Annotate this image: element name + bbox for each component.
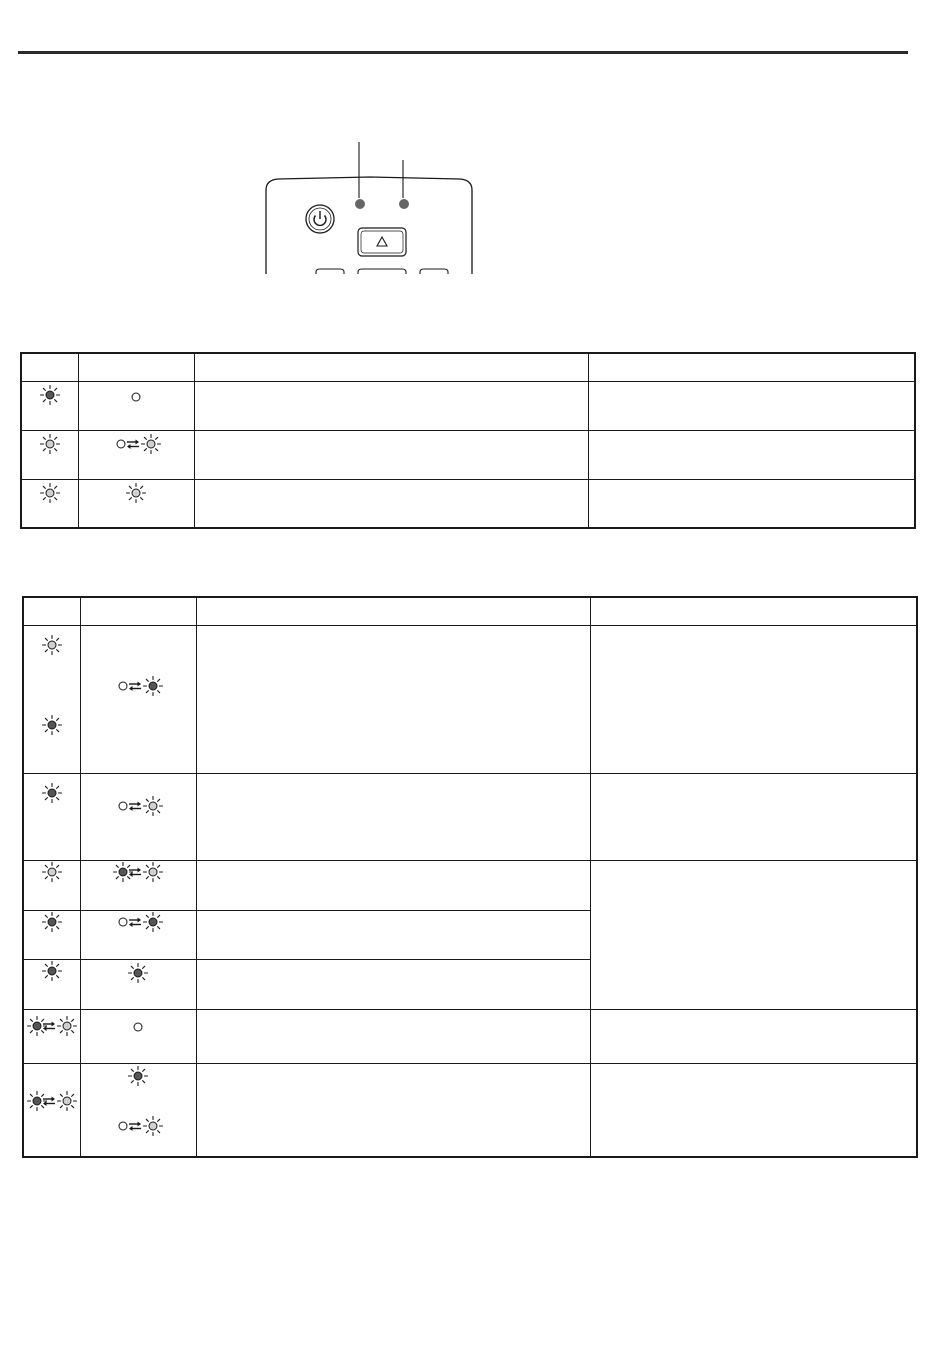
led1-cell [23,773,80,860]
status-cell [196,860,590,910]
header-cell-led2 [80,597,196,625]
remote-control-illustration [0,0,950,290]
table-row [23,1063,917,1157]
led2-cell [78,430,194,479]
remote-indicator-led-1 [355,199,365,209]
led2-cell [80,773,196,860]
power-button[interactable] [306,205,334,233]
action-cell [590,1063,917,1157]
action-cell [590,860,917,1009]
action-cell [588,479,915,528]
led-dim-icon [42,862,62,882]
header-cell-led2 [78,353,194,381]
led1-cell [23,860,80,910]
remote-body [266,177,472,274]
led-lit-icon [42,715,62,735]
action-cell [588,381,915,430]
led1-cell [23,1063,80,1157]
led-dim-icon [40,483,60,503]
led2-cell [78,479,194,528]
table-row [21,479,915,528]
led2-cell [80,959,196,1009]
led-alternating-icon [113,676,163,696]
led1-cell [21,479,78,528]
action-cell [588,430,915,479]
table-row [21,381,915,430]
header-cell-action [590,597,917,625]
led2-cell [80,1063,196,1157]
status-cell [196,910,590,959]
status-cell [196,625,590,773]
led-alternating-icon [113,862,163,882]
header-cell-action [588,353,915,381]
led-dim-icon [42,635,62,655]
header-cell-status [194,353,588,381]
led2-cell [80,910,196,959]
header-cell-status [196,597,590,625]
remote-button-row [316,269,448,274]
led-dim-icon [40,434,60,454]
action-cell [590,625,917,773]
table-header-row [21,353,915,381]
table-row [21,430,915,479]
table-row [23,1009,917,1063]
led2-cell [80,625,196,773]
led-alternating-icon [27,1016,77,1036]
status-cell [196,1063,590,1157]
eject-button[interactable] [358,228,406,256]
status-cell [196,773,590,860]
led1-cell [23,959,80,1009]
led-alternating-icon [111,434,161,454]
led-lit-icon [128,1066,148,1086]
header-cell-led1 [23,597,80,625]
led2-cell [80,860,196,910]
status-cell [194,430,588,479]
led-alternating-icon [27,1091,77,1111]
header-cell-led1 [21,353,78,381]
status-cell [196,959,590,1009]
normal-status-table [20,352,916,529]
table-header-row [23,597,917,625]
warning-status-table [22,596,918,1158]
status-cell [196,1009,590,1063]
remote-indicator-led-2 [399,199,409,209]
led1-cell [21,381,78,430]
status-cell [194,479,588,528]
led-lit-icon [42,783,62,803]
action-cell [590,773,917,860]
led1-cell [21,430,78,479]
table-row [23,773,917,860]
led-alternating-icon [113,912,163,932]
led1-cell [23,910,80,959]
led2-cell [80,1009,196,1063]
table-row [23,625,917,773]
led-lit-icon [42,912,62,932]
led1-cell [23,1009,80,1063]
led-off-icon [126,387,146,407]
status-cell [194,381,588,430]
led-off-icon [128,1017,148,1037]
led-dim-icon [126,483,146,503]
led2-cell [78,381,194,430]
table-row [23,860,917,910]
led1-cell [23,625,80,773]
led-alternating-icon [113,1116,163,1136]
led-lit-icon [40,385,60,405]
led-lit-icon [128,963,148,983]
action-cell [590,1009,917,1063]
led-alternating-icon [113,796,163,816]
led-lit-icon [42,961,62,981]
